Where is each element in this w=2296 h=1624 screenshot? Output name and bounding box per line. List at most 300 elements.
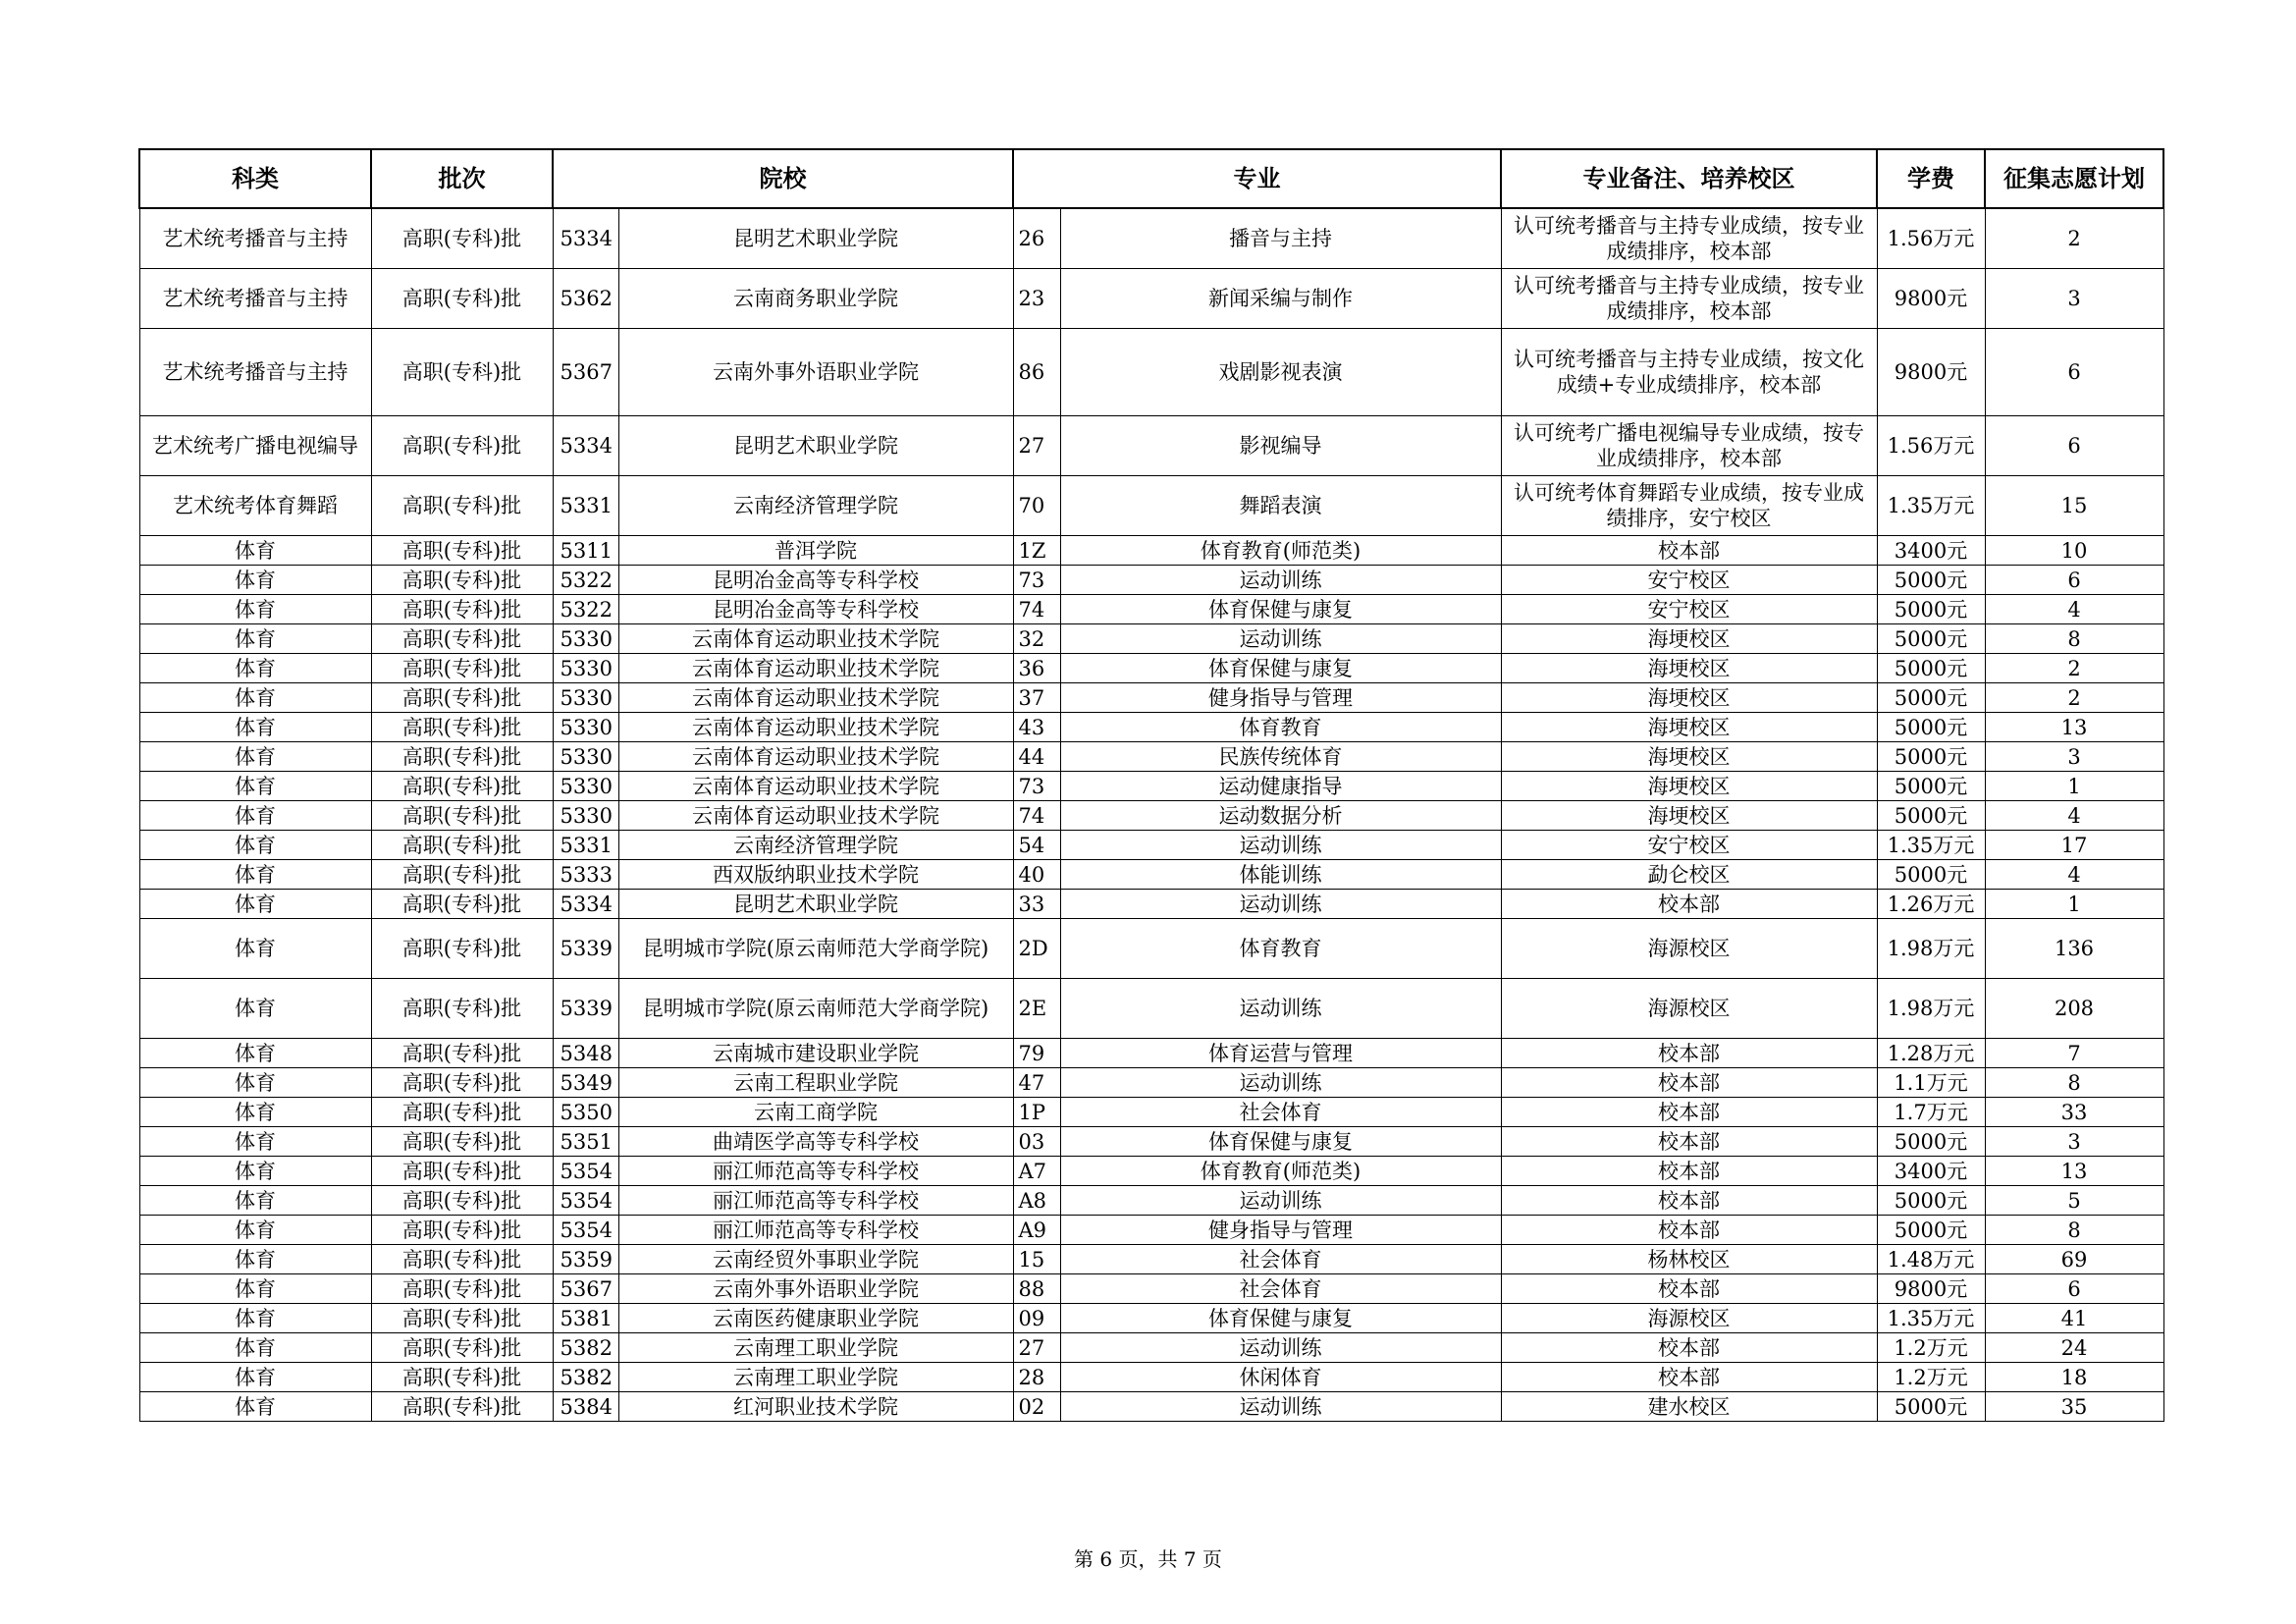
school-code-cell: 5330	[553, 654, 618, 683]
school-cell: 云南体育运动职业技术学院	[618, 624, 1013, 654]
major-cell: 健身指导与管理	[1060, 683, 1501, 713]
table-row	[139, 1039, 2163, 1068]
fee-cell: 1.98万元	[1877, 919, 1985, 979]
fee-cell: 1.48万元	[1877, 1245, 1985, 1274]
table-row	[139, 979, 2163, 1039]
plan-cell: 41	[1985, 1304, 2163, 1333]
category-cell: 体育	[139, 890, 371, 919]
table-row	[139, 1186, 2163, 1216]
batch-cell: 高职(专科)批	[371, 1157, 553, 1186]
note-cell: 校本部	[1501, 890, 1877, 919]
major-code-cell: 47	[1013, 1068, 1060, 1098]
category-cell: 艺术统考播音与主持	[139, 208, 371, 269]
school-cell: 云南经济管理学院	[618, 476, 1013, 536]
batch-cell: 高职(专科)批	[371, 1186, 553, 1216]
plan-cell: 7	[1985, 1039, 2163, 1068]
table-row	[139, 1333, 2163, 1363]
batch-cell: 高职(专科)批	[371, 1392, 553, 1422]
table-row	[139, 1363, 2163, 1392]
table-row	[139, 713, 2163, 742]
major-code-cell: 1Z	[1013, 536, 1060, 566]
major-code-cell: A9	[1013, 1216, 1060, 1245]
table-row	[139, 1392, 2163, 1422]
batch-cell: 高职(专科)批	[371, 1098, 553, 1127]
major-cell: 社会体育	[1060, 1245, 1501, 1274]
major-code-cell: 15	[1013, 1245, 1060, 1274]
fee-cell: 1.28万元	[1877, 1039, 1985, 1068]
category-cell: 体育	[139, 919, 371, 979]
major-cell: 体育教育(师范类)	[1060, 536, 1501, 566]
batch-cell: 高职(专科)批	[371, 476, 553, 536]
school-cell: 昆明冶金高等专科学校	[618, 595, 1013, 624]
batch-cell: 高职(专科)批	[371, 919, 553, 979]
batch-cell: 高职(专科)批	[371, 208, 553, 269]
school-cell: 云南城市建设职业学院	[618, 1039, 1013, 1068]
note-cell: 建水校区	[1501, 1392, 1877, 1422]
enrollment-plan-table	[138, 148, 2164, 1422]
school-cell: 昆明艺术职业学院	[618, 890, 1013, 919]
plan-cell: 2	[1985, 683, 2163, 713]
school-cell: 昆明城市学院(原云南师范大学商学院)	[618, 979, 1013, 1039]
batch-cell: 高职(专科)批	[371, 1274, 553, 1304]
major-cell: 体育教育	[1060, 919, 1501, 979]
category-cell: 艺术统考播音与主持	[139, 269, 371, 329]
note-cell: 海埂校区	[1501, 654, 1877, 683]
table-row	[139, 208, 2163, 269]
category-cell: 体育	[139, 1245, 371, 1274]
batch-cell: 高职(专科)批	[371, 742, 553, 772]
fee-cell: 5000元	[1877, 713, 1985, 742]
school-code-cell: 5331	[553, 831, 618, 860]
plan-cell: 10	[1985, 536, 2163, 566]
major-cell: 运动训练	[1060, 566, 1501, 595]
school-code-cell: 5350	[553, 1098, 618, 1127]
batch-cell: 高职(专科)批	[371, 772, 553, 801]
school-cell: 云南理工职业学院	[618, 1363, 1013, 1392]
batch-cell: 高职(专科)批	[371, 1363, 553, 1392]
fee-cell: 1.2万元	[1877, 1333, 1985, 1363]
major-code-cell: 54	[1013, 831, 1060, 860]
note-cell: 校本部	[1501, 1363, 1877, 1392]
major-cell: 体育教育(师范类)	[1060, 1157, 1501, 1186]
major-code-cell: 26	[1013, 208, 1060, 269]
category-cell: 体育	[139, 1333, 371, 1363]
plan-cell: 6	[1985, 416, 2163, 476]
table-row	[139, 416, 2163, 476]
school-code-cell: 5351	[553, 1127, 618, 1157]
fee-cell: 1.7万元	[1877, 1098, 1985, 1127]
category-cell: 体育	[139, 1216, 371, 1245]
batch-cell: 高职(专科)批	[371, 1245, 553, 1274]
fee-cell: 5000元	[1877, 654, 1985, 683]
note-cell: 认可统考播音与主持专业成绩，按专业成绩排序，校本部	[1501, 208, 1877, 269]
major-code-cell: 37	[1013, 683, 1060, 713]
category-cell: 体育	[139, 1392, 371, 1422]
major-code-cell: 2D	[1013, 919, 1060, 979]
school-cell: 云南体育运动职业技术学院	[618, 654, 1013, 683]
note-cell: 海埂校区	[1501, 713, 1877, 742]
fee-cell: 1.35万元	[1877, 476, 1985, 536]
major-code-cell: 02	[1013, 1392, 1060, 1422]
school-code-cell: 5382	[553, 1363, 618, 1392]
table-row	[139, 1245, 2163, 1274]
plan-cell: 208	[1985, 979, 2163, 1039]
major-code-cell: 44	[1013, 742, 1060, 772]
plan-cell: 4	[1985, 860, 2163, 890]
school-cell: 云南工程职业学院	[618, 1068, 1013, 1098]
note-cell: 安宁校区	[1501, 595, 1877, 624]
table-row	[139, 536, 2163, 566]
school-cell: 丽江师范高等专科学校	[618, 1186, 1013, 1216]
fee-cell: 9800元	[1877, 1274, 1985, 1304]
table-row	[139, 1304, 2163, 1333]
plan-cell: 3	[1985, 1127, 2163, 1157]
note-cell: 校本部	[1501, 1274, 1877, 1304]
fee-cell: 5000元	[1877, 683, 1985, 713]
category-cell: 体育	[139, 1157, 371, 1186]
category-cell: 体育	[139, 595, 371, 624]
note-cell: 校本部	[1501, 536, 1877, 566]
fee-cell: 5000元	[1877, 1127, 1985, 1157]
major-code-cell: 28	[1013, 1363, 1060, 1392]
school-code-cell: 5334	[553, 416, 618, 476]
batch-cell: 高职(专科)批	[371, 416, 553, 476]
school-code-cell: 5330	[553, 624, 618, 654]
table-row	[139, 772, 2163, 801]
major-cell: 运动训练	[1060, 624, 1501, 654]
school-code-cell: 5330	[553, 713, 618, 742]
table-row	[139, 831, 2163, 860]
fee-cell: 3400元	[1877, 536, 1985, 566]
school-cell: 曲靖医学高等专科学校	[618, 1127, 1013, 1157]
plan-cell: 15	[1985, 476, 2163, 536]
category-cell: 体育	[139, 1363, 371, 1392]
major-cell: 运动训练	[1060, 1068, 1501, 1098]
category-cell: 体育	[139, 654, 371, 683]
major-code-cell: 23	[1013, 269, 1060, 329]
category-cell: 体育	[139, 624, 371, 654]
table-row	[139, 1274, 2163, 1304]
category-cell: 体育	[139, 1186, 371, 1216]
batch-cell: 高职(专科)批	[371, 566, 553, 595]
note-cell: 海源校区	[1501, 1304, 1877, 1333]
note-cell: 认可统考播音与主持专业成绩，按文化成绩+专业成绩排序，校本部	[1501, 329, 1877, 416]
school-cell: 昆明艺术职业学院	[618, 416, 1013, 476]
major-cell: 体育教育	[1060, 713, 1501, 742]
plan-cell: 136	[1985, 919, 2163, 979]
fee-cell: 5000元	[1877, 624, 1985, 654]
major-cell: 体育保健与康复	[1060, 1127, 1501, 1157]
table-row	[139, 683, 2163, 713]
note-cell: 校本部	[1501, 1186, 1877, 1216]
plan-cell: 24	[1985, 1333, 2163, 1363]
batch-cell: 高职(专科)批	[371, 624, 553, 654]
school-cell: 丽江师范高等专科学校	[618, 1157, 1013, 1186]
batch-cell: 高职(专科)批	[371, 801, 553, 831]
school-code-cell: 5334	[553, 890, 618, 919]
major-code-cell: 70	[1013, 476, 1060, 536]
school-code-cell: 5339	[553, 979, 618, 1039]
fee-cell: 1.56万元	[1877, 208, 1985, 269]
batch-cell: 高职(专科)批	[371, 1127, 553, 1157]
category-cell: 体育	[139, 772, 371, 801]
school-code-cell: 5384	[553, 1392, 618, 1422]
school-code-cell: 5362	[553, 269, 618, 329]
plan-cell: 2	[1985, 654, 2163, 683]
batch-cell: 高职(专科)批	[371, 683, 553, 713]
major-code-cell: 33	[1013, 890, 1060, 919]
plan-cell: 6	[1985, 566, 2163, 595]
header-fee: 学费	[1877, 149, 1985, 208]
school-cell: 云南体育运动职业技术学院	[618, 801, 1013, 831]
major-code-cell: 74	[1013, 801, 1060, 831]
note-cell: 海埂校区	[1501, 801, 1877, 831]
category-cell: 体育	[139, 1039, 371, 1068]
major-code-cell: A7	[1013, 1157, 1060, 1186]
plan-cell: 1	[1985, 772, 2163, 801]
category-cell: 体育	[139, 1098, 371, 1127]
fee-cell: 1.98万元	[1877, 979, 1985, 1039]
note-cell: 认可统考广播电视编导专业成绩，按专业成绩排序，校本部	[1501, 416, 1877, 476]
major-cell: 体能训练	[1060, 860, 1501, 890]
category-cell: 体育	[139, 801, 371, 831]
fee-cell: 9800元	[1877, 269, 1985, 329]
header-major: 专业	[1013, 149, 1501, 208]
fee-cell: 5000元	[1877, 860, 1985, 890]
note-cell: 校本部	[1501, 1127, 1877, 1157]
category-cell: 体育	[139, 1127, 371, 1157]
school-code-cell: 5330	[553, 801, 618, 831]
plan-cell: 8	[1985, 1068, 2163, 1098]
major-cell: 体育保健与康复	[1060, 654, 1501, 683]
note-cell: 海埂校区	[1501, 772, 1877, 801]
school-cell: 云南体育运动职业技术学院	[618, 683, 1013, 713]
major-code-cell: 73	[1013, 566, 1060, 595]
major-code-cell: 43	[1013, 713, 1060, 742]
category-cell: 体育	[139, 566, 371, 595]
major-code-cell: A8	[1013, 1186, 1060, 1216]
plan-cell: 6	[1985, 329, 2163, 416]
fee-cell: 1.2万元	[1877, 1363, 1985, 1392]
batch-cell: 高职(专科)批	[371, 1304, 553, 1333]
plan-cell: 18	[1985, 1363, 2163, 1392]
fee-cell: 1.1万元	[1877, 1068, 1985, 1098]
category-cell: 艺术统考体育舞蹈	[139, 476, 371, 536]
fee-cell: 9800元	[1877, 329, 1985, 416]
fee-cell: 5000元	[1877, 566, 1985, 595]
major-cell: 影视编导	[1060, 416, 1501, 476]
school-cell: 昆明艺术职业学院	[618, 208, 1013, 269]
major-cell: 戏剧影视表演	[1060, 329, 1501, 416]
plan-cell: 5	[1985, 1186, 2163, 1216]
fee-cell: 5000元	[1877, 1392, 1985, 1422]
fee-cell: 5000元	[1877, 742, 1985, 772]
category-cell: 体育	[139, 683, 371, 713]
header-row	[139, 149, 2163, 208]
school-code-cell: 5322	[553, 595, 618, 624]
school-code-cell: 5311	[553, 536, 618, 566]
school-code-cell: 5367	[553, 329, 618, 416]
header-note: 专业备注、培养校区	[1501, 149, 1877, 208]
fee-cell: 1.26万元	[1877, 890, 1985, 919]
batch-cell: 高职(专科)批	[371, 1333, 553, 1363]
category-cell: 体育	[139, 1068, 371, 1098]
page-footer: 第 6 页，共 7 页	[1074, 1547, 1222, 1571]
category-cell: 体育	[139, 1304, 371, 1333]
plan-cell: 4	[1985, 801, 2163, 831]
major-code-cell: 32	[1013, 624, 1060, 654]
category-cell: 艺术统考广播电视编导	[139, 416, 371, 476]
school-code-cell: 5322	[553, 566, 618, 595]
header-plan: 征集志愿计划	[1985, 149, 2163, 208]
note-cell: 校本部	[1501, 1039, 1877, 1068]
major-cell: 运动训练	[1060, 1186, 1501, 1216]
school-code-cell: 5382	[553, 1333, 618, 1363]
table-row	[139, 890, 2163, 919]
major-code-cell: 86	[1013, 329, 1060, 416]
school-cell: 云南经济管理学院	[618, 831, 1013, 860]
school-code-cell: 5331	[553, 476, 618, 536]
table-row	[139, 329, 2163, 416]
school-cell: 云南体育运动职业技术学院	[618, 713, 1013, 742]
major-cell: 运动训练	[1060, 1392, 1501, 1422]
school-code-cell: 5359	[553, 1245, 618, 1274]
table-row	[139, 919, 2163, 979]
school-code-cell: 5330	[553, 683, 618, 713]
major-cell: 运动健康指导	[1060, 772, 1501, 801]
major-code-cell: 73	[1013, 772, 1060, 801]
batch-cell: 高职(专科)批	[371, 536, 553, 566]
major-cell: 运动训练	[1060, 831, 1501, 860]
major-cell: 运动训练	[1060, 890, 1501, 919]
major-cell: 休闲体育	[1060, 1363, 1501, 1392]
major-cell: 体育运营与管理	[1060, 1039, 1501, 1068]
plan-cell: 8	[1985, 624, 2163, 654]
plan-cell: 17	[1985, 831, 2163, 860]
table-row	[139, 801, 2163, 831]
plan-cell: 4	[1985, 595, 2163, 624]
batch-cell: 高职(专科)批	[371, 831, 553, 860]
plan-cell: 33	[1985, 1098, 2163, 1127]
school-code-cell: 5367	[553, 1274, 618, 1304]
header-school: 院校	[553, 149, 1013, 208]
table-row	[139, 1216, 2163, 1245]
major-cell: 民族传统体育	[1060, 742, 1501, 772]
major-cell: 健身指导与管理	[1060, 1216, 1501, 1245]
school-code-cell: 5381	[553, 1304, 618, 1333]
note-cell: 海埂校区	[1501, 742, 1877, 772]
table-row	[139, 566, 2163, 595]
note-cell: 认可统考播音与主持专业成绩，按专业成绩排序，校本部	[1501, 269, 1877, 329]
category-cell: 体育	[139, 742, 371, 772]
batch-cell: 高职(专科)批	[371, 269, 553, 329]
batch-cell: 高职(专科)批	[371, 595, 553, 624]
fee-cell: 1.56万元	[1877, 416, 1985, 476]
batch-cell: 高职(专科)批	[371, 329, 553, 416]
school-cell: 云南外事外语职业学院	[618, 1274, 1013, 1304]
table-row	[139, 860, 2163, 890]
major-code-cell: 03	[1013, 1127, 1060, 1157]
major-cell: 运动训练	[1060, 979, 1501, 1039]
school-code-cell: 5339	[553, 919, 618, 979]
school-cell: 丽江师范高等专科学校	[618, 1216, 1013, 1245]
major-code-cell: 1P	[1013, 1098, 1060, 1127]
school-code-cell: 5354	[553, 1216, 618, 1245]
major-cell: 运动训练	[1060, 1333, 1501, 1363]
major-code-cell: 79	[1013, 1039, 1060, 1068]
category-cell: 体育	[139, 860, 371, 890]
major-cell: 新闻采编与制作	[1060, 269, 1501, 329]
note-cell: 海源校区	[1501, 919, 1877, 979]
school-cell: 云南经贸外事职业学院	[618, 1245, 1013, 1274]
plan-cell: 6	[1985, 1274, 2163, 1304]
school-code-cell: 5330	[553, 742, 618, 772]
table-row	[139, 1127, 2163, 1157]
note-cell: 认可统考体育舞蹈专业成绩，按专业成绩排序，安宁校区	[1501, 476, 1877, 536]
school-cell: 云南外事外语职业学院	[618, 329, 1013, 416]
category-cell: 体育	[139, 1274, 371, 1304]
note-cell: 安宁校区	[1501, 831, 1877, 860]
major-cell: 体育保健与康复	[1060, 595, 1501, 624]
school-cell: 红河职业技术学院	[618, 1392, 1013, 1422]
school-code-cell: 5354	[553, 1157, 618, 1186]
table-row	[139, 595, 2163, 624]
major-code-cell: 74	[1013, 595, 1060, 624]
fee-cell: 5000元	[1877, 595, 1985, 624]
school-cell: 昆明冶金高等专科学校	[618, 566, 1013, 595]
fee-cell: 5000元	[1877, 772, 1985, 801]
major-code-cell: 40	[1013, 860, 1060, 890]
school-cell: 昆明城市学院(原云南师范大学商学院)	[618, 919, 1013, 979]
school-cell: 云南体育运动职业技术学院	[618, 772, 1013, 801]
note-cell: 海埂校区	[1501, 624, 1877, 654]
school-code-cell: 5330	[553, 772, 618, 801]
category-cell: 艺术统考播音与主持	[139, 329, 371, 416]
plan-cell: 3	[1985, 742, 2163, 772]
plan-cell: 8	[1985, 1216, 2163, 1245]
category-cell: 体育	[139, 831, 371, 860]
category-cell: 体育	[139, 713, 371, 742]
batch-cell: 高职(专科)批	[371, 1216, 553, 1245]
table-row	[139, 476, 2163, 536]
fee-cell: 5000元	[1877, 1216, 1985, 1245]
plan-cell: 13	[1985, 713, 2163, 742]
category-cell: 体育	[139, 979, 371, 1039]
plan-cell: 69	[1985, 1245, 2163, 1274]
batch-cell: 高职(专科)批	[371, 890, 553, 919]
school-code-cell: 5334	[553, 208, 618, 269]
major-cell: 舞蹈表演	[1060, 476, 1501, 536]
plan-cell: 1	[1985, 890, 2163, 919]
batch-cell: 高职(专科)批	[371, 979, 553, 1039]
table-row	[139, 742, 2163, 772]
school-code-cell: 5354	[553, 1186, 618, 1216]
batch-cell: 高职(专科)批	[371, 860, 553, 890]
major-cell: 运动数据分析	[1060, 801, 1501, 831]
table-row	[139, 654, 2163, 683]
major-code-cell: 27	[1013, 416, 1060, 476]
note-cell: 校本部	[1501, 1157, 1877, 1186]
note-cell: 勐仑校区	[1501, 860, 1877, 890]
plan-cell: 2	[1985, 208, 2163, 269]
batch-cell: 高职(专科)批	[371, 1039, 553, 1068]
major-cell: 播音与主持	[1060, 208, 1501, 269]
batch-cell: 高职(专科)批	[371, 713, 553, 742]
note-cell: 校本部	[1501, 1216, 1877, 1245]
school-cell: 云南商务职业学院	[618, 269, 1013, 329]
plan-cell: 35	[1985, 1392, 2163, 1422]
note-cell: 校本部	[1501, 1333, 1877, 1363]
